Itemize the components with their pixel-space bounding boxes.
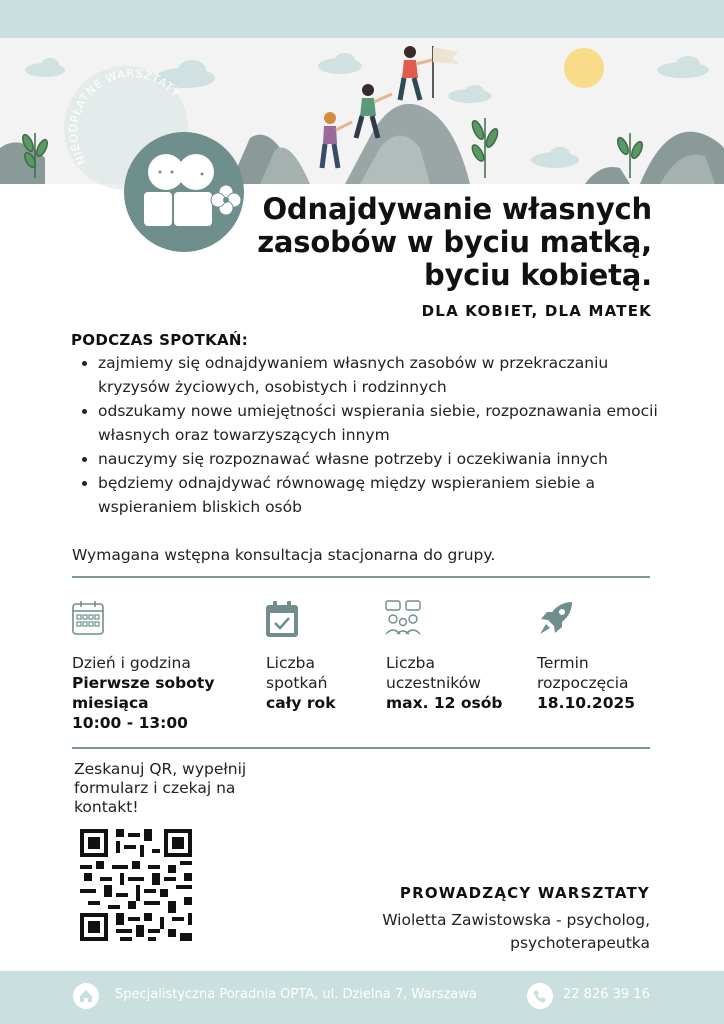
top-band	[0, 0, 724, 38]
home-icon	[73, 983, 99, 1009]
phone-icon	[527, 983, 553, 1009]
opta-logo	[124, 132, 244, 252]
sun-illustration	[564, 48, 604, 88]
divider	[72, 747, 650, 749]
qr-code[interactable]	[80, 829, 196, 945]
calendar-check-icon	[265, 600, 299, 638]
title-line: byciu kobietą.	[424, 258, 652, 292]
list-item: • nauczymy się rozpoznawać własne potrzeby i oczekiwania innych	[98, 447, 678, 471]
list-item: • zajmiemy się odnajdywaniem własnych zasobów w przekraczaniu kryzysów życiowych, osobistych i rodzinnych	[98, 351, 678, 399]
divider	[72, 576, 650, 578]
rocket-icon	[538, 600, 574, 636]
meetings-value: cały rok	[266, 694, 336, 712]
host-heading: PROWADZĄCY WARSZTATY	[399, 884, 650, 902]
participants-label: Liczba uczestników	[386, 654, 481, 692]
qr-instruction: Zeskanuj QR, wypełnij formularz i czekaj na kontakt!	[74, 760, 247, 816]
workshop-title	[257, 193, 652, 292]
meetings-info	[266, 653, 356, 713]
workshop-topics-list	[78, 351, 678, 519]
participants-info	[386, 653, 506, 713]
title-line: Odnajdywanie własnych	[262, 192, 652, 226]
time-value: 10:00 - 13:00	[72, 714, 188, 732]
date-label: Dzień i godzina	[72, 654, 191, 672]
date-value: Pierwsze soboty miesiąca	[72, 674, 215, 712]
host-name-line: Wioletta Zawistowska - psycholog,	[382, 911, 650, 929]
list-item: • będziemy odnajdywać równowagę między wspieraniem siebie a wspieraniem bliskich osób	[98, 471, 678, 519]
date-info	[72, 653, 237, 733]
badge-text: NIEODPŁATNE WARSZTATY	[66, 67, 183, 167]
footer-phone[interactable]: 22 826 39 16	[563, 987, 650, 1002]
audience-subtitle: DLA KOBIET, DLA MATEK	[421, 302, 652, 320]
group-chat-icon	[385, 600, 421, 636]
section-heading: PODCZAS SPOTKAŃ:	[71, 331, 249, 349]
start-info	[537, 653, 647, 713]
start-label: Termin rozpoczęcia	[537, 654, 629, 692]
participants-value: max. 12 osób	[386, 694, 503, 712]
calendar-icon	[72, 600, 104, 636]
list-item: • odszukamy nowe umiejętności wspierania siebie, rozpoznawania emocii własnych oraz towarzyszących innym	[98, 399, 678, 447]
footer	[0, 971, 724, 1024]
start-value: 18.10.2025	[537, 694, 636, 712]
meetings-label: Liczba spotkań	[266, 654, 328, 692]
consultation-note: Wymagana wstępna konsultacja stacjonarna do grupy.	[72, 546, 496, 564]
host-name-line: psychoterapeutka	[510, 934, 650, 952]
host-name	[382, 909, 650, 955]
title-line: zasobów w byciu matką,	[257, 225, 652, 259]
footer-address: Specjalistyczna Poradnia OPTA, ul. Dzielna 7, Warszawa	[115, 987, 477, 1002]
